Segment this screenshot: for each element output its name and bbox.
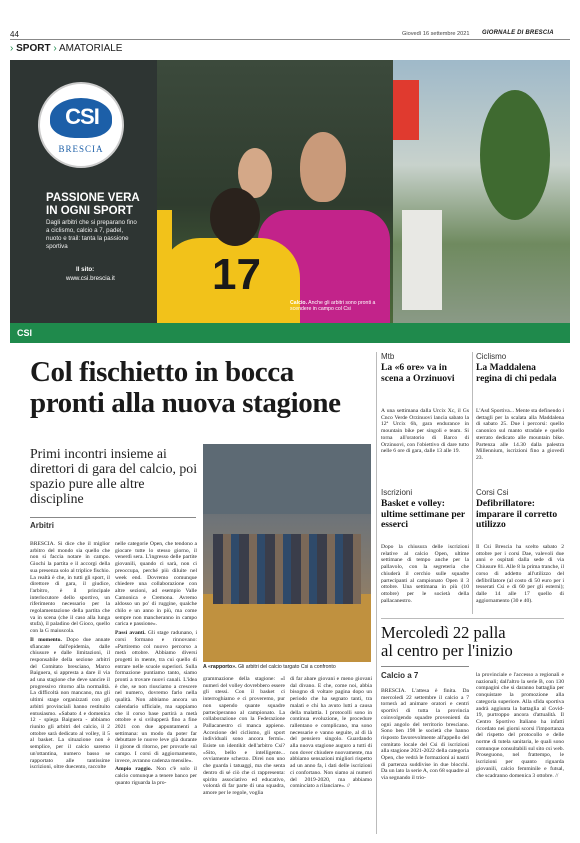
brief-defibrillator-title: Defibrillatore: imparare il corretto utilizzo xyxy=(476,498,558,531)
chevron-right-icon: › xyxy=(10,43,14,54)
main-headline: Col fischietto in bocca pronti alla nuova stagione xyxy=(30,356,341,419)
tree xyxy=(480,90,550,220)
section-tag: › SPORT › AMATORIALE xyxy=(10,43,123,54)
promo-site-label: Il sito: xyxy=(76,266,95,273)
brief-divider xyxy=(472,352,473,614)
top-photo-band xyxy=(10,60,570,323)
second-headline: Mercoledì 22 palla al centro per l'inizio xyxy=(381,623,513,660)
brief-defibrillator-text: Il Csi Brescia ha scelto sabato 2 ottobre per i corsi Dae, valevoli due anni e ospitati dalla sede di via Chiusure 81. Alle 8 la prima tranche, il corso di addetto all'utilizzo del defibrillatore (al costo di 50 euro per i tesserati Csi e di 60 per gli esterni); dalle 14 alle 17 quello di aggiornamento (30 e 40). xyxy=(476,544,564,604)
second-col-2: la provinciale e l'accesso a regionali e nazionali; dall'altro la serie B, con 130 compagini che si daranno battaglia per conquistare la promozione alla categoria superiore. Alla sfida sportiva andrà aggiunta la battaglia al Covid-19, purtroppo ancora d'attualità. Il Centro Sportivo Italiano ha infatti ricordato nei giorni scorsi l'importanza del rispetto del protocollo e delle norme di tutela sanitaria, le quali sono comunque consultabili sul sito csi web. Proseguono, nel frattempo, le iscrizioni per quanto riguarda giovanili, calcio femminile e futsal, che scadranno domenica 3 ottobre. // xyxy=(476,672,564,779)
masthead-date: Giovedì 16 settembre 2021 xyxy=(402,31,470,37)
brief-defibrillator-kicker: Corsi Csi xyxy=(476,488,509,497)
brief-cycling-text: L'Asd Sportiva... Mente sta definendo i dettagli per la scalata alla Maddalena di sabato 25. Due i percorsi: quello canonico sul manto stradale e quello sterrato dedicato alle mountain bike. Partenza alle 14.30 dalla palestra Millennium, iscrizioni fino a giovedì 23. xyxy=(476,408,564,461)
meeting-floor xyxy=(203,594,371,662)
brief-mtb-kicker: Mtb xyxy=(381,352,395,361)
brief-cycling-title: La Maddalena regina di chi pedala xyxy=(476,362,557,384)
brief-registrations-title: Basket e volley: ultime settimane per esserci xyxy=(381,498,466,531)
csi-logo-text: CSI xyxy=(65,104,99,129)
kicker-rule xyxy=(30,517,196,518)
promo-title-1: PASSIONE VERA xyxy=(46,192,140,204)
player-head xyxy=(210,188,260,246)
main-col-1: BRESCIA. Si dice che il miglior arbitro del mondo sia quello che non si faccia notare in campo. Giochi la partita e il accorgi della sua presenza solo al triplice fischio. La realtà è che, in tutti gli sport, il direttore di gara, il giudice, l'arbitro, è il principale interlocutore dello sportivo, un riferimento necessario per la regolamentazione della partita che va in scena (che il caso alla lunga stufa), il paladino del Gioco, quello con la G maiuscola. Il momento. Dopo due annate sfiancate dall'epidemia, dalle chiusure e dalle limitazioni, il responsabile della sezione arbitri del Comitato bresciano, Marco Baiguera, si appresta a dare il via ad una stagione che deve sancire il progressivo ritorno alla normalità. La difficoltà non mancano, ma gli ultimi stage organizzati con gli arbitri provinciali hanno restituito entusiasmo. «Sabato 4 e domenica 12 - spiega Baiguera - abbiamo riunito gli arbitri del calcio, il 2 ottobre sarà dedicato al volley, il 5 al basket. La situazione non è semplice, per il calcio saremo un'ottantina, numero basso se rapportato alle tantissime iscrizioni, oltre duecento, raccolte xyxy=(30,541,110,771)
shirt-number: 17 xyxy=(212,250,261,299)
page-number: 44 xyxy=(10,30,19,39)
meeting-photo xyxy=(203,444,371,662)
white-tent xyxy=(402,210,442,310)
banner-flag xyxy=(393,80,419,140)
second-kicker-rule xyxy=(381,666,469,667)
brief-mtb-title: La «6 ore» va in scena a Orzinuovi xyxy=(381,362,455,384)
main-subhead: Primi incontri insieme ai direttori di gara del calcio, poi spazio pure alle altre discipline xyxy=(30,446,198,506)
main-col-2: nelle categorie Open, che tendono a giocare tutte lo stesso giorno, il venerdì sera. L'ingresso delle partite giovanili, quando ci sarà, non ci preoccupa, perché più diluite nel week end. Dovremo comunque chiedere una collaborazione con altre sezioni, ad esempio Valle Camonica e Cremona. Avremo aldosso un po' di ruggine, qualche chilo e un anno in più, ma come sempre non mancheranno in campo carica e passione». Passi avanti. Gli stage radunano, i corsi formano e rinnovano: «Partiremo col nuovo percorso a metà ottobre. Abbiamo diversi progetti in mente, tra cui quello di entrare nelle scuole superiori. Sulla formazione puntiamo tanto, siamo pronti a trovare nuovi canali. L'idea è che, se non riusciamo a crescere nel numero, dovremo farlo nella qualità. Non abbiamo ancora un calendario ufficiale, ma sappiamo che il corso base partirà a metà ottobre e si svilupperà fino a fine 2021 con due appuntamenti a settimana: un modo da poter far debuttare le nuove leve già durante il girone di ritorno, per provarle sul campo. I corsi di aggiornamento, invece, avranno cadenza mensile». Ampio raggio. Non c'è solo il calcio comunque a tenere banco per quanto riguarda la pro- xyxy=(115,541,197,786)
promo-text: Dagli arbitri che si preparano fino a ciclismo, calcio a 7, padel, nuoto e trail: tanta la passione sportiva xyxy=(46,219,137,250)
brief-registrations-kicker: Iscrizioni xyxy=(381,488,413,497)
main-kicker: Arbitri xyxy=(30,521,54,530)
promo-title-2: IN OGNI SPORT xyxy=(46,205,133,217)
chevron-right-icon: › xyxy=(53,43,57,54)
main-col-3: grammazione della stagione: «I numeri del volley dovrebbero essere gli stessi. Con il basket ci interroghiamo e ci proveremo, pur non sapendo quante squadre parteciperanno al campionato. La collaborazione con la Federazione Pallacanestro ci manca appieno. Accezione del ciclismo, gli sport individuali sono ancora fermi». Esiste un identikit dell'arbitro Csi? «Sito, bello e intelligente... ovviamente scherzo. Direi non uno che guarda i tatuaggi, ma che senta dentro di sé ciò che ci rappresenta: spirito associativo ed educativo, volontà di far parte di una squadra, amore per le regole, voglia xyxy=(203,676,285,796)
meeting-photo-caption: A «rapporto». Gli arbitri del calcio targato Csi a confronto xyxy=(203,664,336,670)
brief-cycling-kicker: Ciclismo xyxy=(476,352,507,361)
second-kicker: Calcio a 7 xyxy=(381,671,419,680)
column-divider xyxy=(376,352,377,834)
masthead-rule xyxy=(10,39,570,40)
briefs-bottom-rule xyxy=(381,618,564,619)
main-col-4: di far abare giovani e meno giovani dal divano. E che, come noi, abbia bisogno di voltare pagina dopo un periodo che ha segnato tanti, tra malati e chi ha avuto lutti a causa della malattia. I protocolli sono in continua evoluzione, le procedure rallentano e complicano, ma sono necessarie e vanno seguite, al di là del pensiero singolo. Guardando alla nuova stagione auguro a tutti di non dover chiudere nuovamente, ma abbiamo sensazioni migliori rispetto ad un anno fa, i dati delle iscrizioni ci confortano. Non siamo ai numeri del 2019-2020, ma abbiamo cominciato a rilanciare». // xyxy=(290,676,372,790)
brief-registrations-text: Dopo la chiusura delle iscrizioni relative al calcio Open, ultime settimane di tempo anche per la pallavolo, con la segreteria che chiuderà il cerchio sulle squadre partecipanti al campionato Open il 3 ottobre. Una settimana in più (10 ottobre) per le società della pallacanestro. xyxy=(381,544,469,604)
audience xyxy=(213,534,361,604)
section-label-bar: CSI xyxy=(10,323,570,343)
second-col-1: BRESCIA. L'attesa è finita. Da mercoledì 22 settembre il calcio a 7 tornerà ad animare oratori e centri sportivi di tutta la provincia coinvolgendo squadre provenienti da ogni angolo del territorio bresciano. Sono ben 198 le società che hanno risposto favorevolmente all'appello del comitato locale del Csi di iscrizioni alla stagione 2021-2022 della categoria Open, che vedrà le formazioni ai nastri di partenza suddivise in due blocchi. Da un lato la serie A, con 68 squadre al via segnando il trio- xyxy=(381,688,469,782)
csi-logo xyxy=(38,82,124,168)
meeting-wall xyxy=(203,444,371,514)
referee-head xyxy=(300,132,346,202)
brief-mtb-text: A una settimana dalla Urcix Xc, il Gs Cnco Verde Orzinuovi lancia sabato la 12ª Urcix 6h, gara endurance in mountain bike per singoli e team. Si torna all'oratorio di Barco di Orzinuovi, con l'obiettivo di dare tutto nelle 6 ore di gara, dalle 13 alle 19. xyxy=(381,408,469,455)
top-photo-caption: Calcio. Anche gli arbitri sono pronti a scendere in campo col Csi xyxy=(290,300,376,313)
masthead-paper: GIORNALE DI BRESCIA xyxy=(482,30,554,36)
promo-site-url: www.csi.brescia.it xyxy=(66,275,115,282)
csi-logo-city: BRESCIA xyxy=(58,144,104,154)
